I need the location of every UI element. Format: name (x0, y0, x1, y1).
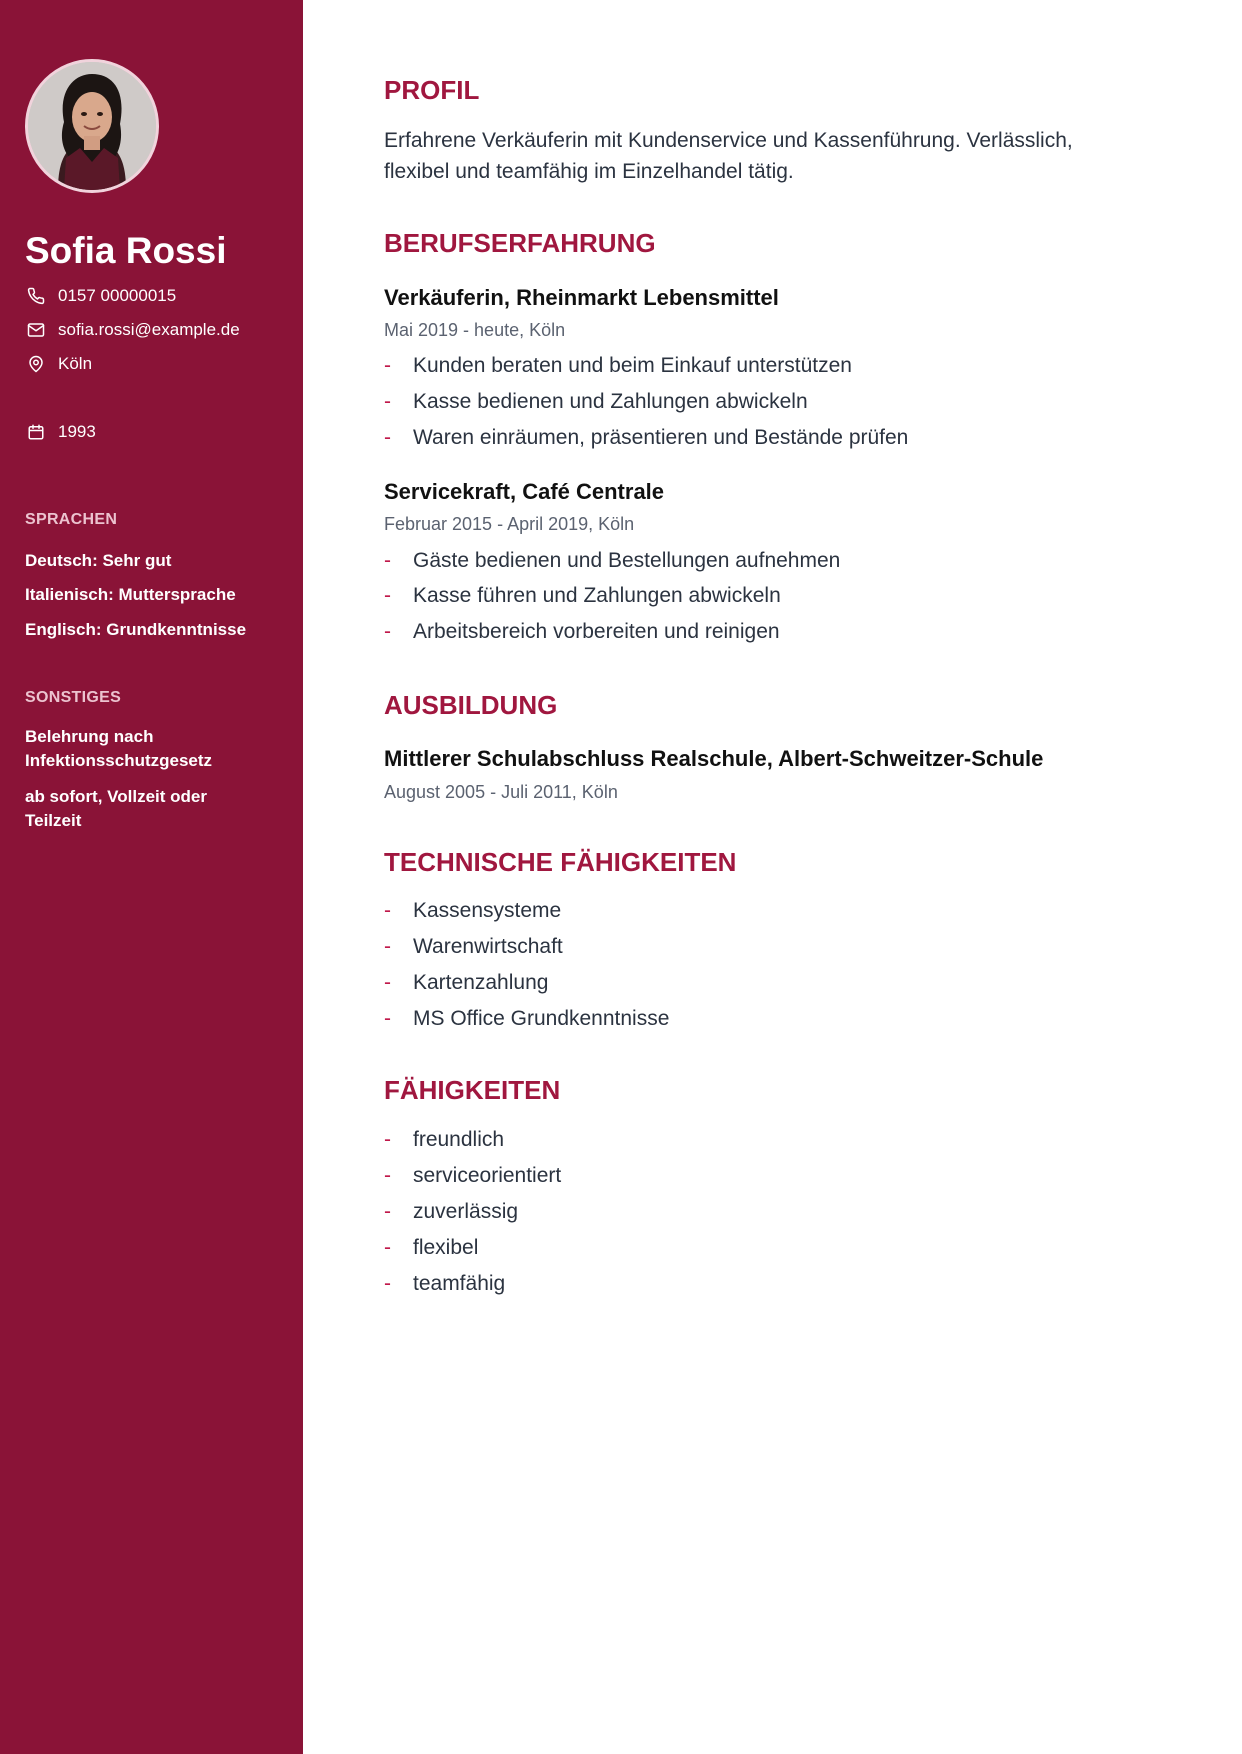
other-heading: SONSTIGES (25, 689, 122, 706)
bullet-text: Warenwirtschaft (413, 935, 563, 958)
bullet-dash: - (384, 935, 391, 958)
bullet-text: Kassensysteme (413, 899, 562, 922)
bullet-dash: - (384, 1164, 391, 1187)
calendar-icon (26, 422, 46, 442)
education-title: Mittlerer Schulabschluss Realschule, Albert-Schweitzer-Schule (384, 746, 1044, 771)
education-meta: August 2005 - Juli 2011, Köln (384, 782, 618, 802)
other-item-line: Infektionsschutzgesetz (25, 751, 213, 770)
bullet-dash: - (384, 584, 391, 607)
bullet-dash: - (384, 426, 391, 449)
contact-email (26, 319, 240, 341)
skill-item (384, 1162, 561, 1190)
tech-skill-item (384, 897, 561, 925)
bullet-text: MS Office Grundkenntnisse (413, 1007, 670, 1030)
skill-item (384, 1198, 518, 1226)
tech-skill-item (384, 933, 563, 961)
experience-heading: BERUFSERFAHRUNG (384, 228, 656, 258)
tech-skill-item (384, 1005, 669, 1033)
birth-year-text: 1993 (58, 422, 96, 441)
bullet-dash: - (384, 1200, 391, 1223)
profile-line: Erfahrene Verkäuferin mit Kundenservice und Kassenführung. Verlässlich, (384, 129, 1073, 152)
job-bullet (384, 547, 840, 575)
tech-skill-item (384, 969, 548, 997)
job-title: Verkäuferin, Rheinmarkt Lebensmittel (384, 285, 779, 310)
contact-phone (26, 285, 176, 307)
profile-line: flexibel und teamfähig im Einzelhandel tätig. (384, 160, 794, 183)
phone-icon (26, 286, 46, 306)
location-pin-icon (26, 354, 46, 374)
tech-skills-heading: TECHNISCHE FÄHIGKEITEN (384, 847, 737, 877)
bullet-dash: - (384, 390, 391, 413)
bullet-text: Kartenzahlung (413, 971, 549, 994)
email-text: sofia.rossi@example.de (58, 320, 240, 339)
bullet-dash: - (384, 1128, 391, 1151)
education-heading: AUSBILDUNG (384, 690, 558, 720)
bullet-text: Kasse bedienen und Zahlungen abwickeln (413, 390, 808, 413)
bullet-dash: - (384, 549, 391, 572)
bullet-text: Kunden beraten und beim Einkauf unterstützen (413, 354, 852, 377)
language-item: Italienisch: Muttersprache (25, 585, 236, 604)
bullet-text: Waren einräumen, präsentieren und Bestände prüfen (413, 426, 909, 449)
bullet-text: teamfähig (413, 1272, 506, 1295)
bullet-text: freundlich (413, 1128, 505, 1151)
bullet-dash: - (384, 899, 391, 922)
language-item: Deutsch: Sehr gut (25, 551, 172, 570)
skills-heading: FÄHIGKEITEN (384, 1075, 561, 1105)
location-text: Köln (58, 354, 93, 373)
skill-item (384, 1270, 505, 1298)
languages-heading: SPRACHEN (25, 511, 118, 528)
job-bullet (384, 352, 852, 380)
mail-icon (26, 320, 46, 340)
other-item-line: Belehrung nach (25, 727, 154, 746)
bullet-dash: - (384, 620, 391, 643)
profile-photo (25, 59, 159, 193)
language-item: Englisch: Grundkenntnisse (25, 620, 247, 639)
sidebar (0, 0, 303, 1754)
bullet-text: Gäste bedienen und Bestellungen aufnehmen (413, 549, 841, 572)
job-bullet (384, 388, 808, 416)
other-item-line: ab sofort, Vollzeit oder (25, 787, 207, 806)
bullet-text: Arbeitsbereich vorbereiten und reinigen (413, 620, 780, 643)
job-title: Servicekraft, Café Centrale (384, 479, 665, 504)
bullet-text: zuverlässig (413, 1200, 519, 1223)
contact-location (26, 353, 92, 375)
job-bullet (384, 582, 781, 610)
other-item-line: Teilzeit (25, 811, 82, 830)
bullet-dash: - (384, 971, 391, 994)
job-bullet (384, 424, 908, 452)
skill-item (384, 1234, 478, 1262)
bullet-text: flexibel (413, 1236, 479, 1259)
profile-heading: PROFIL (384, 75, 480, 105)
bullet-text: Kasse führen und Zahlungen abwickeln (413, 584, 781, 607)
phone-text: 0157 00000015 (58, 286, 177, 305)
skill-item (384, 1126, 504, 1154)
job-meta: Mai 2019 - heute, Köln (384, 320, 566, 340)
bullet-dash: - (384, 1007, 391, 1030)
candidate-name: Sofia Rossi (25, 230, 227, 271)
bullet-dash: - (384, 354, 391, 377)
job-meta: Februar 2015 - April 2019, Köln (384, 514, 635, 534)
bullet-dash: - (384, 1236, 391, 1259)
contact-birth-year (26, 421, 96, 443)
job-bullet (384, 618, 780, 646)
bullet-text: serviceorientiert (413, 1164, 562, 1187)
bullet-dash: - (384, 1272, 391, 1295)
